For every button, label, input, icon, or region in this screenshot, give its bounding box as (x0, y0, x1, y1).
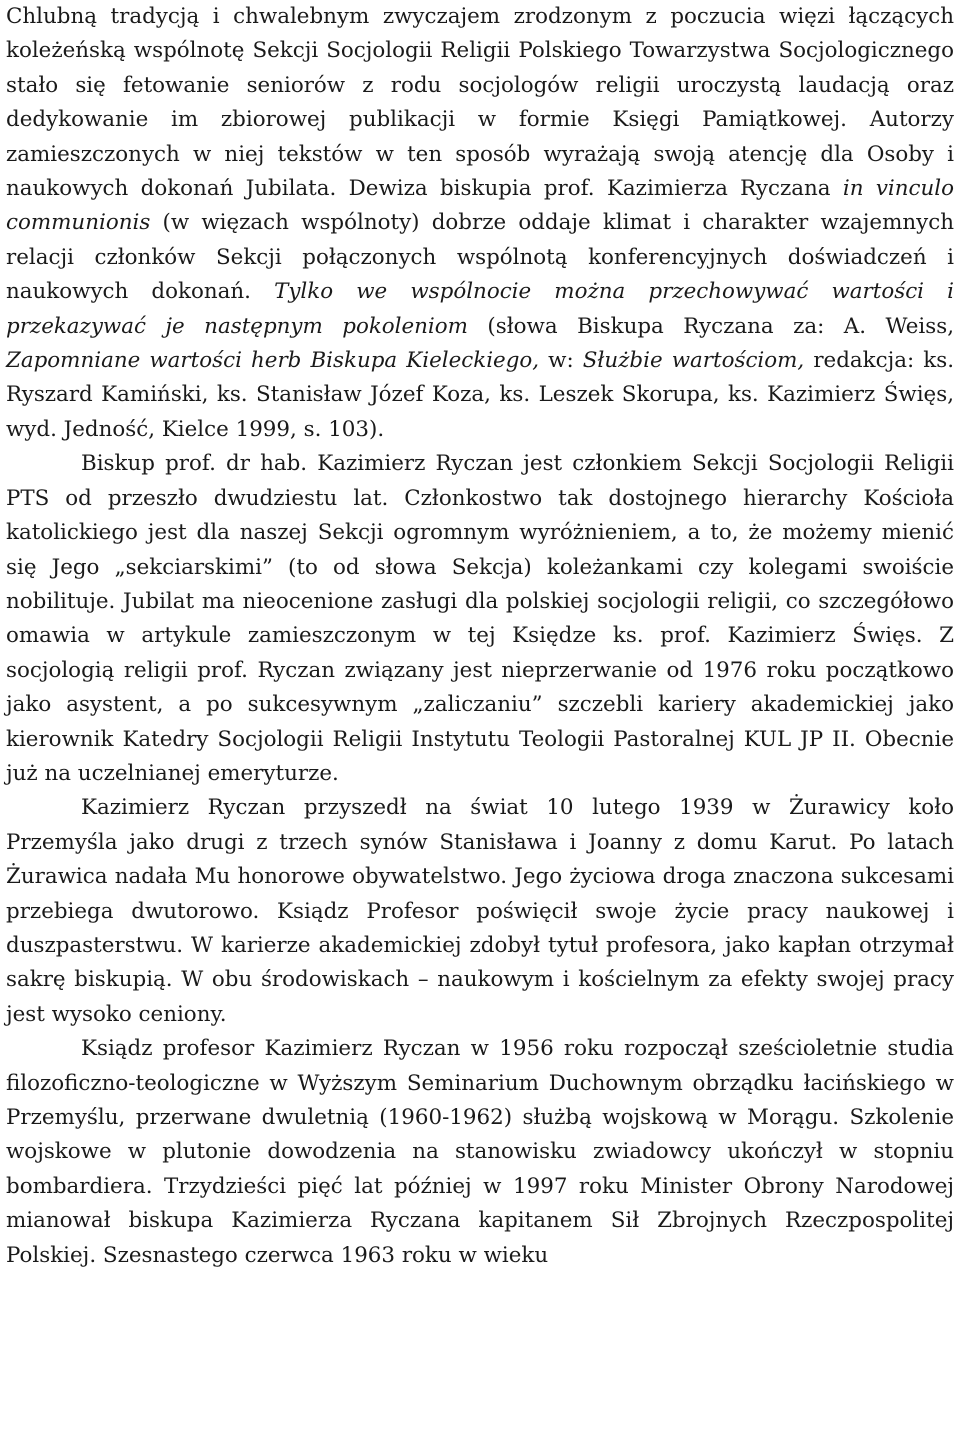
text-segment: redakcja: ks. Ryszard Kamiński, ks. Stanisław Józef Koza, ks. Leszek Skorupa, ks. Kazimierz Święs, wyd. Jedność, Kielce 1999, s. 103). (6, 348, 955, 442)
paragraph-3 (6, 791, 954, 1032)
italic-segment: Zapomniane wartości herb Biskupa Kieleckiego, (6, 348, 540, 374)
text-segment: (słowa Biskupa Ryczana za: A. Weiss, (467, 313, 954, 339)
text-segment: Biskup prof. dr hab. Kazimierz Ryczan jest członkiem Sekcji Socjologii Religii PTS od przeszło dwudziestu lat. Członkostwo tak dostojnego hierarchy Kościoła katolickiego jest dla naszej Sekcji ogromnym wyróżnieniem, a to, że możemy mienić się Jego „sekciarskimi” (to od słowa Sekcja) koleżankami czy kolegami swoiście nobilituje. Jubilat ma nieocenione zasługi dla polskiej socjologii religii, co szczegółowo omawia w artykule zamieszczonym w tej Księdze ks. prof. Kazimierz Święs. Z socjologią religii prof. Ryczan związany jest nieprzerwanie od 1976 roku początkowo jako asystent, a po sukcesywnym „zaliczaniu” szczebli kariery akademickiej jako kierownik Katedry Socjologii Religii Instytutu Teologii Pastoralnej KUL JP II. Obecnie już na uczelnianej emeryturze. (6, 451, 954, 786)
paragraph-2 (6, 447, 954, 791)
text-segment: Chlubną tradycją i chwalebnym zwyczajem zrodzonym z poczucia więzi łączących koleżeńską wspólnotę Sekcji Socjologii Religii Polskiego Towarzystwa Socjologicznego stało się fetowanie seniorów z rodu socjologów religii uroczystą laudacją oraz dedykowanie im zbiorowej publikacji w formie Księgi Pamiątkowej. Autorzy zamieszczonych w niej tekstów w ten sposób wyrażają swoją atencję dla Osoby i naukowych dokonań Jubilata. Dewiza biskupia prof. Kazimierza Ryczana (6, 4, 954, 202)
text-segment: Ksiądz profesor Kazimierz Ryczan w 1956 roku rozpoczął sześcioletnie studia filozoficzno-teologiczne w Wyższym Seminarium Duchownym obrządku łacińskiego w Przemyślu, przerwane dwuletnią (1960-1962) służbą wojskową w Morągu. Szkolenie wojskowe w plutonie dowodzenia na stanowisku zwiadowcy ukończył w stopniu bombardiera. Trzydzieści pięć lat później w 1997 roku Minister Obrony Narodowej mianował biskupa Kazimierza Ryczana kapitanem Sił Zbrojnych Rzeczpospolitej Polskiej. Szesnastego czerwca 1963 roku w wieku (6, 1036, 954, 1268)
paragraph-1 (6, 0, 954, 447)
italic-segment: Tylko we wspólnocie można przechowywać wartości i przekazywać je następnym pokoleniom (6, 279, 954, 339)
text-segment: Kazimierz Ryczan przyszedł na świat 10 lutego 1939 w Żurawicy koło Przemyśla jako drugi z trzech synów Stanisława i Joanny z domu Karut. Po latach Żurawica nadała Mu honorowe obywatelstwo. Jego życiowa droga znaczona sukcesami przebiega dwutorowo. Ksiądz Profesor poświęcił swoje życie pracy naukowej i duszpasterstwu. W karierze akademickiej zdobył tytuł profesora, jako kapłan otrzymał sakrę biskupią. W obu środowiskach – naukowym i kościelnym za efekty swojej pracy jest wysoko ceniony. (6, 795, 954, 1027)
text-segment: w: (539, 348, 583, 374)
paragraph-4 (6, 1032, 954, 1273)
text-segment: (w więzach wspólnoty) dobrze oddaje klimat i charakter wzajemnych relacji członków Sekcji połączonych wspólnotą konferencyjnych doświadczeń i naukowych dokonań. (6, 210, 954, 305)
italic-segment: Służbie wartościom, (582, 348, 805, 374)
italic-segment: in vinculo communionis (6, 176, 954, 236)
